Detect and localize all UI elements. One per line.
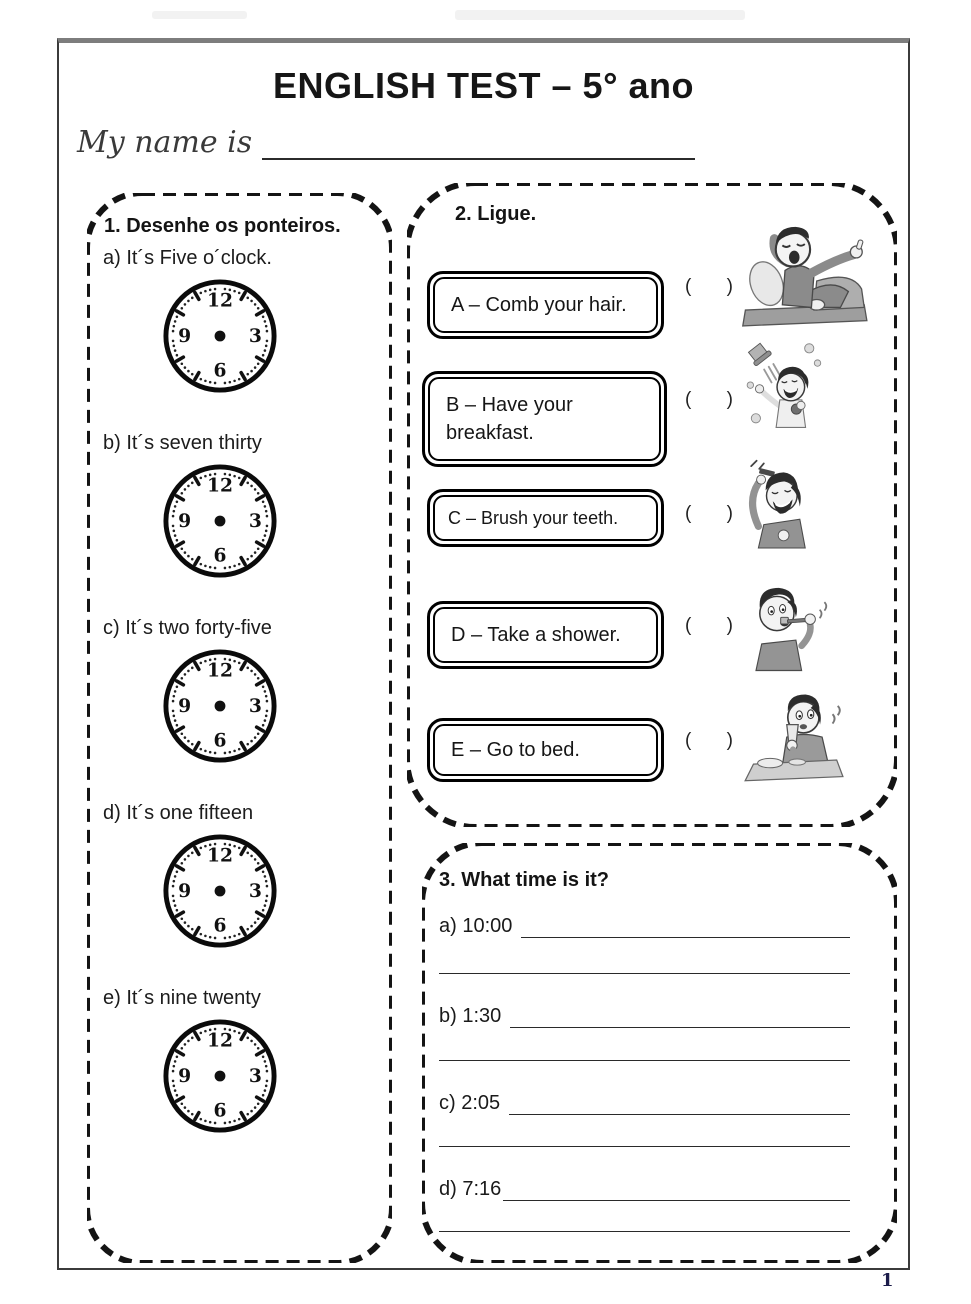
svg-text:3: 3 [248,695,262,717]
clock-face-c[interactable] [161,647,279,765]
clock-face-a[interactable] [161,277,279,395]
section-2-heading: 2. Ligue. [455,203,537,225]
answer-line[interactable] [509,1091,850,1115]
svg-text:6: 6 [213,359,227,382]
section-2-match [407,183,897,827]
boy-brushing-teeth-illustration [737,571,832,675]
page-number: 1 [881,1270,894,1291]
phrase-box-c-label: C – Brush your teeth. [433,495,658,541]
boy-combing-hair-illustration [735,451,825,555]
svg-text:9: 9 [178,695,192,717]
section-1-heading: 1. Desenhe os ponteiros. [104,215,341,237]
time-question-label: b) 1:30 [439,1005,502,1027]
phrase-box-a-label: A – Comb your hair. [433,277,658,333]
page-frame [57,38,910,1270]
time-question-a [439,910,850,938]
svg-text:6: 6 [213,544,227,567]
section-3-what-time [422,843,897,1263]
phrase-box-e-label: E – Go to bed. [433,724,658,776]
clock-item-b [87,430,392,567]
time-question-label: c) 2:05 [439,1092,501,1114]
name-row [77,125,695,160]
paren-open: ( [685,615,692,636]
answer-slot-e[interactable] [685,730,733,752]
section-3-heading: 3. What time is it? [439,869,610,891]
answer-slot-b[interactable] [685,389,733,411]
svg-text:9: 9 [178,880,192,902]
name-answer-line[interactable] [262,126,695,160]
clock-item-label: c) It´s two forty-five [103,617,272,639]
svg-text:3: 3 [248,880,262,902]
time-question-label: a) 10:00 [439,915,513,937]
clock-item-a [87,245,392,382]
page-title: ENGLISH TEST – 5° ano [273,65,694,106]
phrase-box-b-label: B – Have your breakfast. [428,377,661,461]
clock-face-d[interactable] [161,832,279,950]
clock-item-label: d) It´s one fifteen [103,802,254,824]
answer-slot-d[interactable] [685,615,733,637]
svg-text:12: 12 [207,1029,233,1052]
clock-item-d [87,800,392,937]
answer-line[interactable] [510,1004,850,1028]
boy-taking-a-shower-illustration [743,333,835,441]
paren-open: ( [685,276,692,297]
name-prompt-label: My name is [77,125,253,160]
phrase-box-d-label: D – Take a shower. [433,607,658,663]
answer-line[interactable] [439,1146,850,1147]
svg-text:12: 12 [207,659,233,682]
answer-slot-a[interactable] [685,276,733,298]
answer-line[interactable] [503,1177,850,1201]
scan-artifact [152,11,247,19]
answer-line[interactable] [439,1060,850,1061]
svg-text:3: 3 [248,325,262,347]
clock-item-label: b) It´s seven thirty [103,432,262,454]
phrase-box-d [427,601,664,669]
time-question-b [439,1000,850,1028]
svg-text:12: 12 [207,844,233,867]
answer-line[interactable] [439,1231,850,1232]
paren-open: ( [685,389,692,410]
svg-text:12: 12 [207,289,233,312]
paren-close: ) [726,615,733,636]
svg-text:9: 9 [178,325,192,347]
clock-item-label: a) It´s Five o´clock. [103,247,272,269]
clock-item-label: e) It´s nine twenty [103,987,261,1009]
svg-text:9: 9 [178,1065,192,1087]
section-1-draw-the-hands [87,193,392,1263]
phrase-box-a [427,271,664,339]
scan-artifact [455,10,745,20]
time-question-c [439,1087,850,1115]
clock-item-c [87,615,392,752]
svg-text:3: 3 [248,510,262,532]
paren-close: ) [726,730,733,751]
clock-face-b[interactable] [161,462,279,580]
svg-text:9: 9 [178,510,192,532]
paren-open: ( [685,730,692,751]
time-question-label: d) 7:16 [439,1178,502,1200]
svg-text:3: 3 [248,1065,262,1087]
phrase-box-c [427,489,664,547]
answer-line[interactable] [521,914,850,938]
svg-text:6: 6 [213,914,227,937]
time-question-d [439,1173,850,1201]
paren-close: ) [726,276,733,297]
boy-having-breakfast-illustration [741,681,845,789]
paren-close: ) [726,503,733,524]
paren-open: ( [685,503,692,524]
phrase-box-b [422,371,667,467]
answer-slot-c[interactable] [685,503,733,525]
boy-waking-up-in-bed-illustration [735,215,872,347]
svg-text:6: 6 [213,729,227,752]
svg-text:12: 12 [207,474,233,497]
phrase-box-e [427,718,664,782]
clock-item-e [87,985,392,1122]
svg-text:6: 6 [213,1099,227,1122]
answer-line[interactable] [439,973,850,974]
clock-face-e[interactable] [161,1017,279,1135]
paren-close: ) [726,389,733,410]
